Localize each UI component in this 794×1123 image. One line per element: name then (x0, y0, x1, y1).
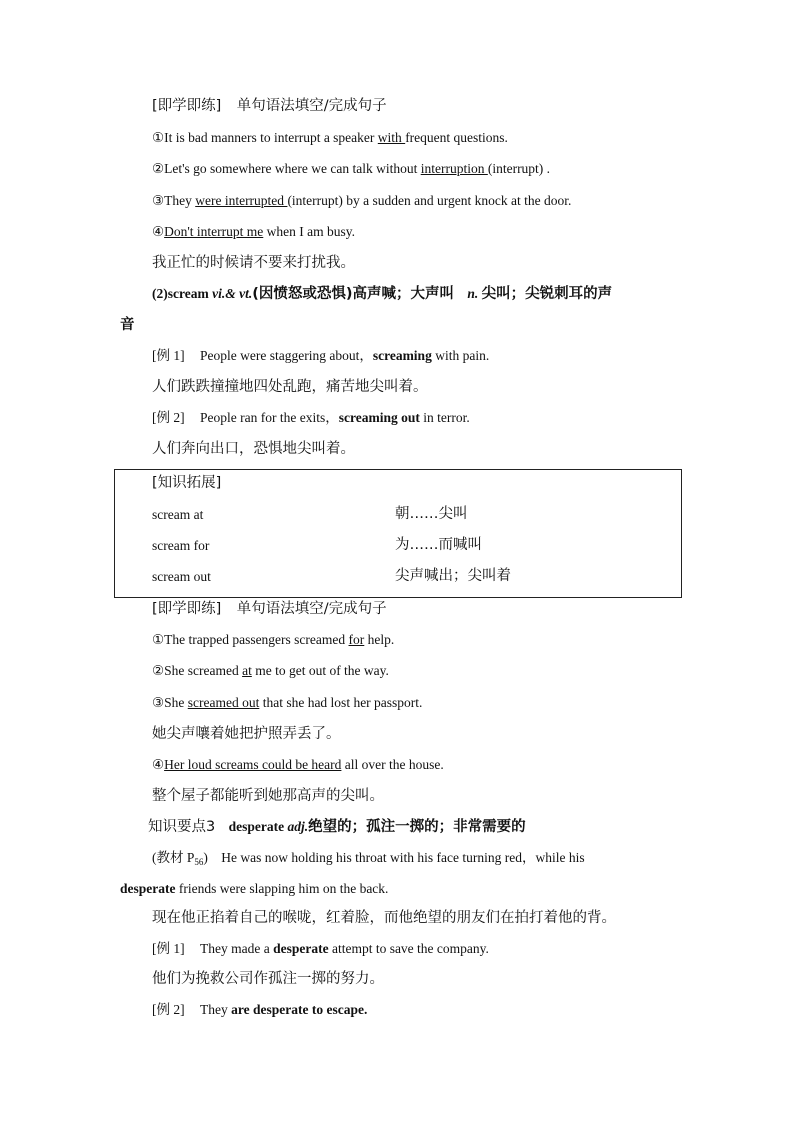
entry-scream-definition (152, 285, 612, 303)
definition: 尖叫；尖锐刺耳的声 (481, 286, 613, 302)
extension-row-zh: 尖声喊出；尖叫着 (395, 568, 511, 584)
practice1-item-3 (152, 192, 571, 210)
point-label: 知识要点3 (148, 819, 216, 835)
example-text: They made a (200, 941, 274, 956)
scream-example-2-translation: 人们奔向出口，恐惧地尖叫着。 (152, 441, 355, 457)
definition-wrap: 音 (120, 317, 135, 333)
example-label: [例 2] (152, 410, 185, 425)
scream-example-2 (152, 409, 470, 427)
source-ref: ) (203, 850, 208, 865)
practice2-item-2 (152, 662, 389, 680)
practice2-item-3 (152, 694, 422, 712)
part-of-speech: n. (467, 286, 479, 301)
example-keyword: screaming out (338, 410, 420, 425)
item-text: ④ (152, 224, 165, 239)
practice2-heading-line (152, 600, 387, 618)
practice-heading: [即学即练] (152, 601, 222, 617)
practice2-item-3-translation: 她尖声嚷着她把护照弄丢了。 (152, 726, 341, 742)
extension-row-en: scream for (152, 538, 210, 553)
quote-text: friends were slapping him on the back. (175, 881, 389, 896)
example-text: People ran for the exits， (200, 410, 339, 425)
part-of-speech: adj. (287, 819, 309, 834)
extension-row-en: scream out (152, 569, 211, 584)
practice1-item-4 (152, 223, 355, 241)
practice1-item-2 (152, 160, 550, 178)
example-text: with pain. (431, 348, 490, 363)
quote-text: He was now holding his throat with his face turning red，while his (221, 850, 585, 865)
example-text: They (200, 1002, 232, 1017)
item-text: ③She (152, 695, 188, 710)
answer-blank: Her loud screams could be heard (164, 757, 342, 772)
textbook-quote-line-1 (152, 849, 585, 871)
item-text: ②She screamed (152, 663, 243, 678)
source-ref: (教材 P (152, 850, 195, 865)
practice2-item-1 (152, 631, 394, 649)
answer-blank: with (377, 130, 406, 145)
item-text: ①The trapped passengers screamed (152, 632, 349, 647)
item-text: help. (364, 632, 395, 647)
textbook-quote-line-2 (120, 880, 388, 898)
entry-word: scream (167, 286, 209, 301)
scream-example-1 (152, 347, 489, 365)
example-text: in terror. (419, 410, 470, 425)
practice1-item-1 (152, 129, 508, 147)
desperate-example-2 (152, 1001, 367, 1019)
item-text: all over the house. (341, 757, 444, 772)
example-keyword: screaming (372, 348, 432, 363)
part-of-speech: vi.& vt. (212, 286, 253, 301)
quote-keyword: desperate (120, 881, 176, 896)
example-label: [例 2] (152, 1002, 185, 1017)
practice-subheading: 单句语法填空/完成句子 (236, 601, 387, 617)
practice1-heading-line (152, 97, 387, 115)
entry-number: (2) (152, 286, 168, 301)
example-keyword: are desperate to escape. (231, 1002, 368, 1017)
definition: (因愤怒或恐惧)高声喊；大声叫 (252, 286, 454, 302)
extension-row-en: scream at (152, 507, 204, 522)
entry-word: desperate (228, 819, 285, 834)
example-label: [例 1] (152, 348, 185, 363)
textbook-quote-translation: 现在他正掐着自己的喉咙，红着脸，而他绝望的朋友们在拍打着他的背。 (152, 910, 616, 926)
item-text: (interrupt) by a sudden and urgent knock at the door. (287, 193, 572, 208)
item-text: ②Let's go somewhere where we can talk without (152, 161, 421, 176)
item-text: ④ (152, 757, 165, 772)
practice2-item-4-translation: 整个屋子都能听到她那高声的尖叫。 (152, 788, 384, 804)
item-text: that she had lost her passport. (259, 695, 423, 710)
item-text: (interrupt) . (487, 161, 551, 176)
item-text: ①It is bad manners to interrupt a speaker (152, 130, 378, 145)
item-text: me to get out of the way. (251, 663, 389, 678)
item-text: frequent questions. (405, 130, 508, 145)
practice1-item-4-translation: 我正忙的时候请不要来打扰我。 (152, 255, 355, 271)
practice2-item-4 (152, 756, 444, 774)
answer-blank: Don't interrupt me (164, 224, 264, 239)
extension-row-zh: 朝……尖叫 (395, 506, 468, 522)
example-label: [例 1] (152, 941, 185, 956)
point3-heading-line (148, 818, 526, 836)
answer-blank: were interrupted (195, 193, 288, 208)
practice-heading: [即学即练] (152, 98, 222, 114)
desperate-example-1 (152, 940, 489, 958)
example-keyword: desperate (273, 941, 329, 956)
answer-blank: for (348, 632, 365, 647)
answer-blank: at (242, 663, 252, 678)
desperate-example-1-translation: 他们为挽救公司作孤注一掷的努力。 (152, 971, 384, 987)
practice-subheading: 单句语法填空/完成句子 (236, 98, 387, 114)
answer-blank: screamed out (187, 695, 260, 710)
scream-example-1-translation: 人们跌跌撞撞地四处乱跑，痛苦地尖叫着。 (152, 379, 428, 395)
extension-row-zh: 为……而喊叫 (395, 537, 482, 553)
source-page: 56 (194, 857, 204, 867)
extension-heading: [知识拓展] (152, 475, 222, 491)
item-text: ③They (152, 193, 196, 208)
example-text: People were staggering about， (200, 348, 373, 363)
example-text: attempt to save the company. (328, 941, 489, 956)
answer-blank: interruption (420, 161, 488, 176)
item-text: when I am busy. (263, 224, 356, 239)
definition: 绝望的；孤注一掷的；非常需要的 (308, 819, 526, 835)
